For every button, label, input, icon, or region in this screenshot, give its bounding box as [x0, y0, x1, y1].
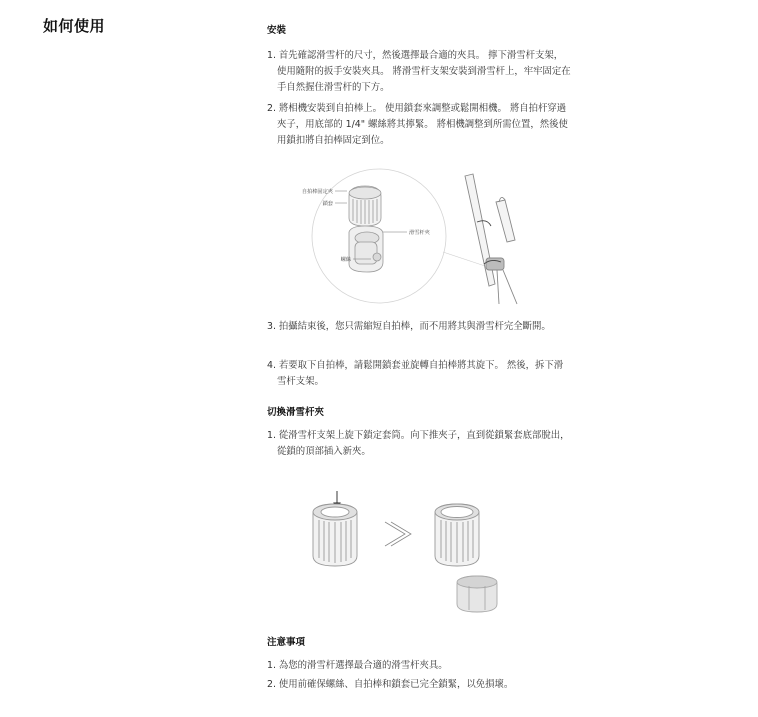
holder-diagram: [291, 166, 591, 306]
section-heading-switch: 切換滑雪杆夾: [267, 407, 325, 418]
section-heading-install: 安裝: [267, 25, 287, 36]
install-step-4: 4. 若要取下自拍棒，請鬆開鎖套並旋轉自拍棒將其旋下。 然後，拆下滑雪杆支架。: [267, 360, 564, 387]
label-screw: 螺絲: [340, 257, 351, 263]
chevron-right-icon: [385, 522, 411, 546]
switch-diagram: [307, 488, 537, 618]
empty-sleeve-drawing: [435, 504, 479, 566]
lock-sleeve-drawing: [349, 186, 381, 226]
page-title: 如何使用: [43, 17, 106, 35]
clamp-insert-drawing: [457, 576, 497, 612]
install-step-3: 3. 拍攝結束後，您只需縮短自拍棒，而不用將其與滑雪杆完全斷開。: [267, 321, 551, 332]
label-selfie-clamp: 自拍棒固定夾: [301, 189, 333, 195]
ski-pole-drawing: [465, 174, 517, 304]
clamp-drawing: [349, 226, 383, 272]
sleeve-with-clamp-drawing: [313, 504, 357, 566]
install-step-1: 1. 首先確認滑雪杆的尺寸，然後選擇最合適的夾具。 擰下滑雪杆支架，使用隨附的扳手安裝夾具。 將滑雪杆支架安裝到滑雪杆上，牢牢固定在手自然握住滑雪杆的下方。: [267, 50, 571, 93]
section-heading-notes: 注意事項: [267, 637, 306, 648]
label-lock-sleeve: 鎖套: [322, 201, 333, 207]
switch-step-1: 1. 從滑雪杆支架上旋下鎖定套筒。向下推夾子，直到從鎖緊套底部脫出，從鎖的頂部插入新夾。: [267, 430, 570, 457]
notes-item-2: 2. 使用前確保螺絲、自拍棒和鎖套已完全鎖緊，以免損壞。: [267, 679, 514, 690]
install-step-2: 2. 將相機安裝到自拍棒上。 使用鎖套來調整或鬆開相機。 將自拍杆穿過夾子，用底部的 1/4" 螺絲將其擰緊。 將相機調整到所需位置，然後使用鎖扣將自拍棒固定到位。: [267, 103, 568, 146]
label-pole-clamp: 滑雪杆夾: [409, 230, 430, 236]
notes-item-1: 1. 為您的滑雪杆選擇最合適的滑雪杆夾具。: [267, 660, 448, 671]
